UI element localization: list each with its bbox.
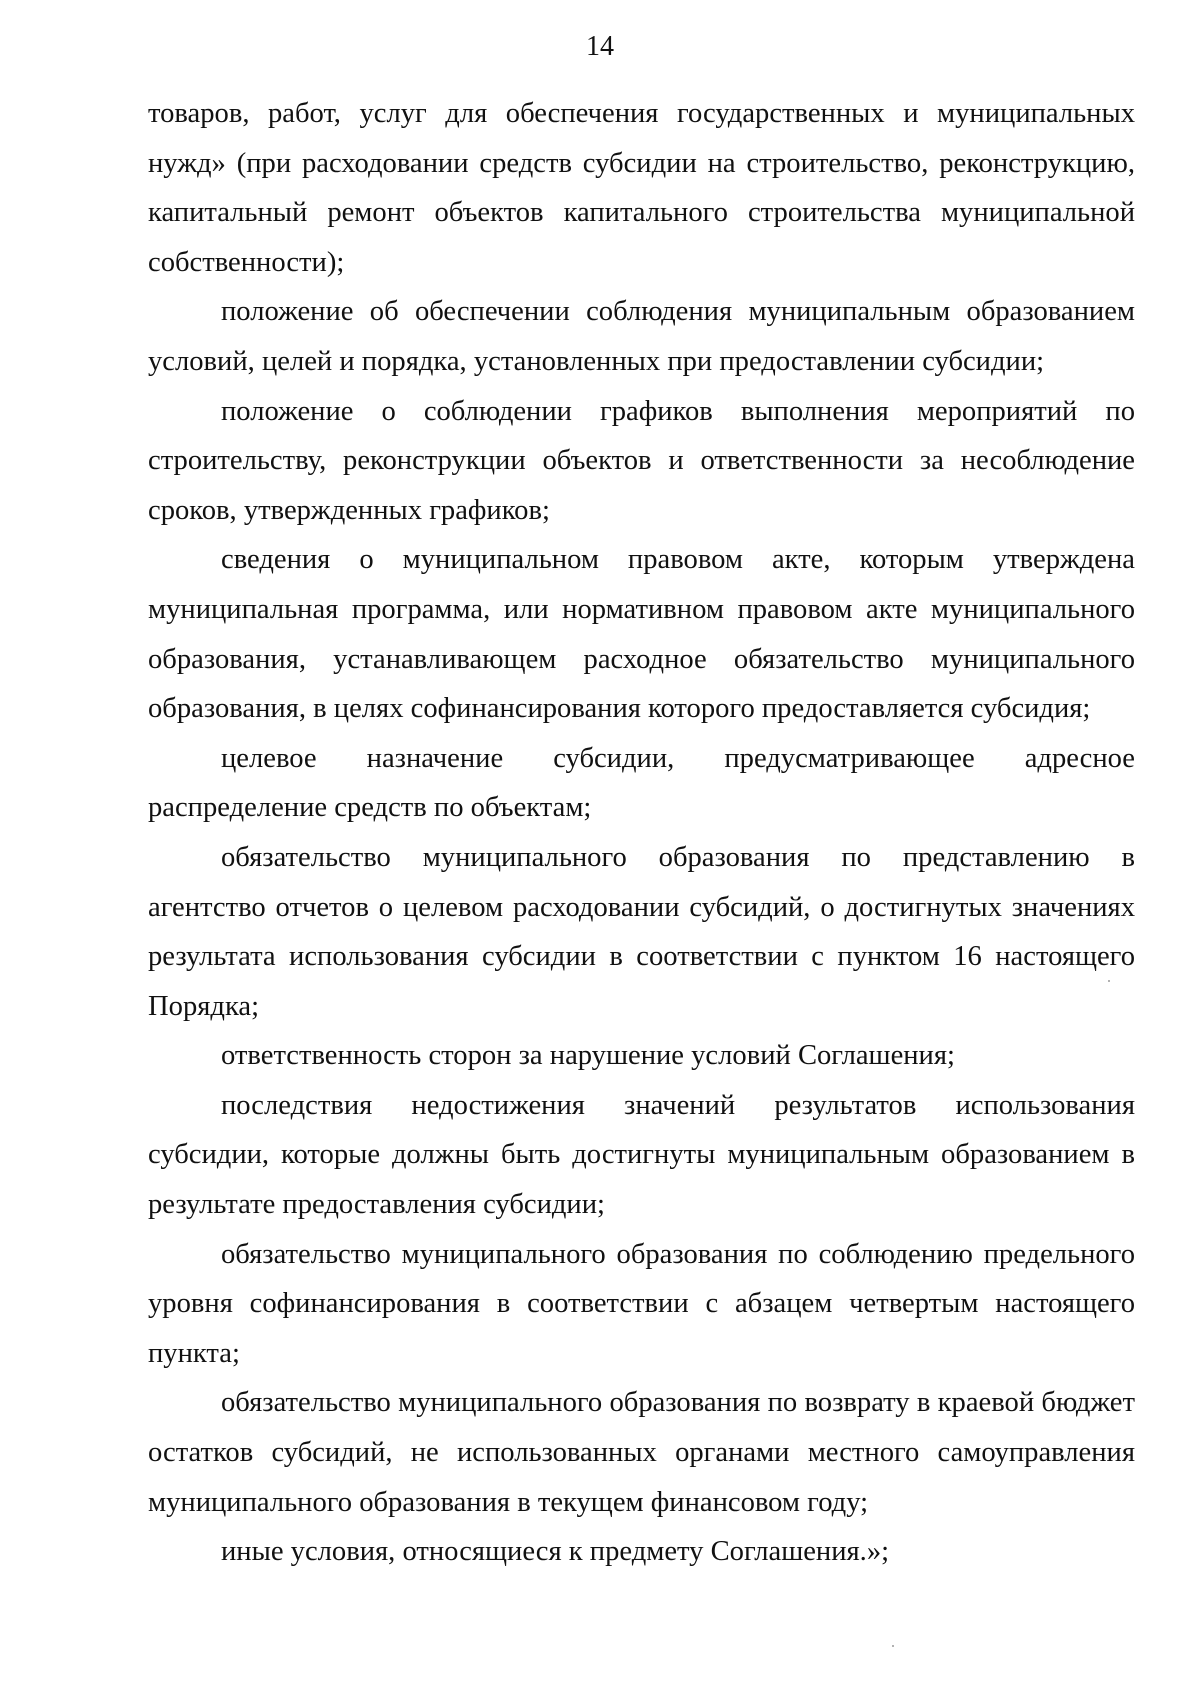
paragraph-target-purpose: целевое назначение субсидии, предусматривающее адресное распределение средств по объектам; [148, 742, 1135, 824]
paragraph-schedule-provision: положение о соблюдении графиков выполнения мероприятий по строительству, реконструкции объектов и ответственности за несоблюдение сроков, утвержденных графиков; [148, 395, 1135, 526]
paragraph-cofinancing-limit: обязательство муниципального образования по соблюдению предельного уровня софинансирования в соответствии с абзацем четвертым настоящего пункта; [148, 1238, 1135, 1369]
paragraph-other-conditions: иные условия, относящиеся к предмету Соглашения.»; [221, 1536, 890, 1568]
page-number: 14 [586, 31, 614, 62]
scan-speck [892, 1645, 894, 1647]
body-text [148, 89, 1135, 1577]
paragraph-refund-obligation: обязательство муниципального образования по возврату в краевой бюджет остатков субсидий, не использованных органами местного самоуправления муниципального образования в текущем финансовом году; [148, 1387, 1135, 1518]
paragraph-compliance-provision: положение об обеспечении соблюдения муниципальным образованием условий, целей и порядка, установленных при предоставлении субсидии; [148, 296, 1135, 377]
paragraph-consequences: последствия недостижения значений результатов использования субсидии, которые должны быть достигнуты муниципальным образованием в результате предоставления субсидии; [148, 1089, 1135, 1221]
paragraph-continuation: товаров, работ, услуг для обеспечения государственных и муниципальных нужд» (при расходовании средств субсидии на строительство, реконструкцию, капитальный ремонт объектов капитального строительства муниципальной собственности); [148, 98, 1135, 278]
paragraph-legal-act-info: сведения о муниципальном правовом акте, которым утверждена муниципальная программа, или нормативном правовом акте муниципального образования, устанавливающем расходное обязательство муниципального образования, в целях софинансирования которого предоставляется субсидия; [148, 544, 1135, 725]
paragraph-liability: ответственность сторон за нарушение условий Соглашения; [221, 1040, 955, 1072]
paragraph-reporting-obligation: обязательство муниципального образования по представлению в агентство отчетов о целевом расходовании субсидий, о достигнутых значениях результата использования субсидии в соответствии с пунктом 16 настоящего Порядка; [148, 841, 1135, 1022]
scan-speck [1108, 980, 1110, 982]
